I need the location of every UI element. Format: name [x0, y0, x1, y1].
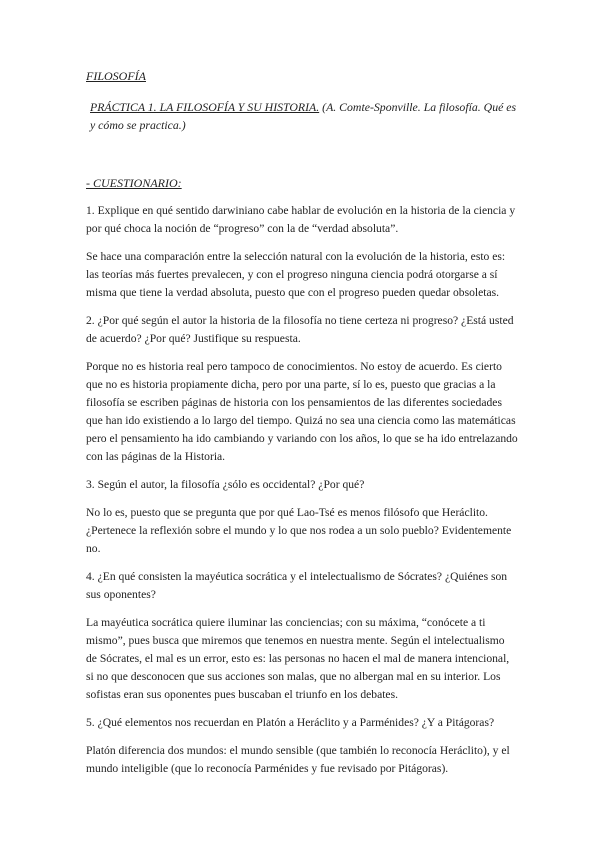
answer-2: Porque no es historia real pero tampoco de conocimientos. No estoy de acuerdo. Es cierto que no es historia propiamente dicha, pero por una parte, sí lo es, puesto que gracias a la filosofía se escriben páginas de historia con los pensamientos de las diferentes sociedades que han ido existiendo a lo largo del tiempo. Quizá no sea una ciencia como las matemáticas pero el pensamiento ha ido cambiando y variando con los años, lo que se ha ido entrelazando con las páginas de la Historia. — [86, 360, 518, 463]
section-heading: - CUESTIONARIO: — [86, 176, 182, 190]
practice-title: PRÁCTICA 1. LA FILOSOFÍA Y SU HISTORIA. — [90, 100, 320, 114]
answer-3: No lo es, puesto que se pregunta que por qué Lao-Tsé es menos filósofo que Heráclito. ¿Pertenece la reflexión sobre el mundo y lo que nos rodea a un solo pueblo? Evidentemente no. — [86, 506, 512, 555]
question-5: 5. ¿Qué elementos nos recuerdan en Platón a Heráclito y a Parménides? ¿Y a Pitágoras? — [86, 716, 495, 729]
practice-source: (A. Comte-Sponville. La filosofía. Qué es y cómo se practica.) — [90, 100, 517, 132]
answer-1: Se hace una comparación entre la selección natural con la evolución de la historia, esto es: las teorías más fuertes prevalecen, y con el progreso ninguna ciencia podrá otorgarse a sí misma que tiene la verdad absoluta, puesto que con el progreso pueden quedar obsoletas. — [86, 250, 506, 299]
practice-heading — [86, 98, 518, 134]
document-content — [86, 67, 518, 788]
question-3: 3. Según el autor, la filosofía ¿sólo es occidental? ¿Por qué? — [86, 478, 365, 491]
answer-5: Platón diferencia dos mundos: el mundo sensible (que también lo reconocía Heráclito), y el mundo inteligible (que lo reconocía Parménides y fue revisado por Pitágoras). — [86, 744, 510, 775]
answer-4: La mayéutica socrática quiere iluminar las conciencias; con su máxima, “conócete a ti mismo”, pues busca que miremos que tenemos en nuestra mente. Según el intelectualismo de Sócrates, el mal es un error, esto es: las personas no hacen el mal de manera intencional, si no que desconocen que sus acciones son malas, que no albergan mal en su interior. Los sofistas eran sus oponentes pues buscaban el triunfo en los debates. — [86, 616, 510, 701]
document-title: FILOSOFÍA — [86, 69, 146, 83]
question-4: 4. ¿En qué consisten la mayéutica socrática y el intelectualismo de Sócrates? ¿Quiénes son sus oponentes? — [86, 570, 508, 601]
question-2: 2. ¿Por qué según el autor la historia de la filosofía no tiene certeza ni progreso? ¿Está usted de acuerdo? ¿Por qué? Justifique su respuesta. — [86, 314, 514, 345]
question-1: 1. Explique en qué sentido darwiniano cabe hablar de evolución en la historia de la ciencia y por qué choca la noción de “progreso” con la de “verdad absoluta”. — [86, 204, 516, 235]
